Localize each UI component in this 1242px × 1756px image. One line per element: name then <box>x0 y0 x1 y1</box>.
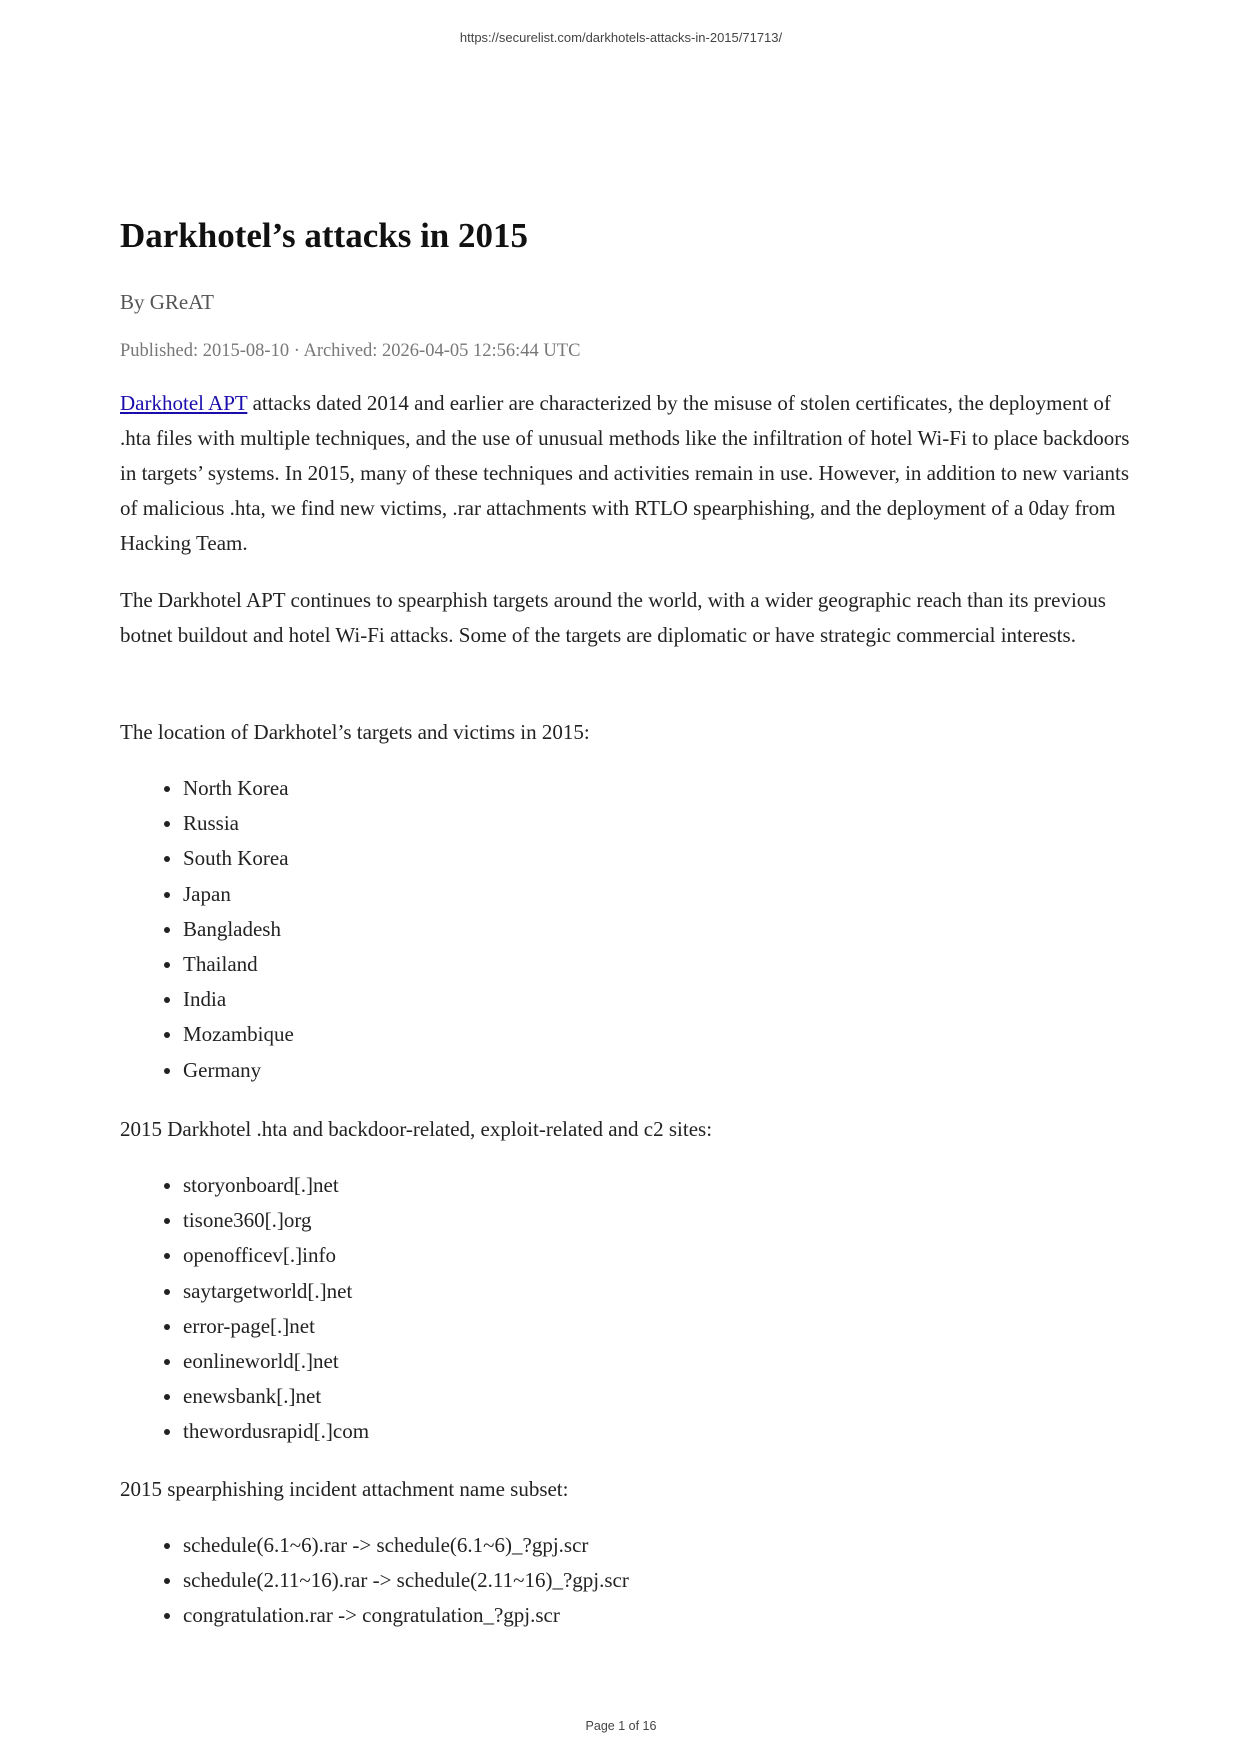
locations-heading: The location of Darkhotel’s targets and victims in 2015: <box>120 720 590 744</box>
intro-text: attacks dated 2014 and earlier are characterized by the misuse of stolen certificates, the deployment of .hta files with multiple techniques, and the use of unusual methods like the infiltration of hotel Wi-Fi to place backdoors in targets’ systems. In 2015, many of these techniques and activities remain in use. However, in addition to new variants of malicious .hta, we find new victims, .rar attachments with RTLO spearphishing, and the deployment of a 0day from Hacking Team. <box>120 391 1130 555</box>
list-item: • schedule(2.11~16).rar -> schedule(2.11~16)_?gpj.scr <box>183 1563 1130 1598</box>
article-title: Darkhotel’s attacks in 2015 <box>120 216 529 255</box>
list-item: • North Korea <box>183 771 1130 806</box>
list-item: • India <box>183 982 1130 1017</box>
sites-heading: 2015 Darkhotel .hta and backdoor-related, exploit-related and c2 sites: <box>120 1117 713 1141</box>
list-item: • South Korea <box>183 841 1130 876</box>
list-item: • Bangladesh <box>183 912 1130 947</box>
list-item: • schedule(6.1~6).rar -> schedule(6.1~6)_?gpj.scr <box>183 1528 1130 1563</box>
list-item: • Japan <box>183 877 1130 912</box>
publish-meta: Published: 2015-08-10 · Archived: 2026-04-05 12:56:44 UTC <box>120 341 581 361</box>
list-item: • error-page[.]net <box>183 1309 1130 1344</box>
list-item: • saytargetworld[.]net <box>183 1274 1130 1309</box>
byline: By GReAT <box>120 290 214 314</box>
list-item: • Mozambique <box>183 1017 1130 1052</box>
attachments-list <box>120 1528 1130 1634</box>
list-item: • tisone360[.]org <box>183 1203 1130 1238</box>
list-item: • storyonboard[.]net <box>183 1168 1130 1203</box>
list-item: • Thailand <box>183 947 1130 982</box>
locations-list <box>120 771 1130 1088</box>
list-item: • Russia <box>183 806 1130 841</box>
darkhotel-apt-link[interactable]: Darkhotel APT <box>120 391 248 415</box>
list-item: • openofficev[.]info <box>183 1238 1130 1273</box>
page-number: Page 1 of 16 <box>585 1719 657 1733</box>
list-item: • enewsbank[.]net <box>183 1379 1130 1414</box>
para2-text: The Darkhotel APT continues to spearphish targets around the world, with a wider geographic reach than its previous botnet buildout and hotel Wi-Fi attacks. Some of the targets are diplomatic or have strategic commercial interests. <box>120 588 1106 647</box>
list-item: • Germany <box>183 1053 1130 1088</box>
sites-section <box>120 1112 1130 1450</box>
page-url: https://securelist.com/darkhotels-attacks-in-2015/71713/ <box>459 30 783 45</box>
sites-list <box>120 1168 1130 1450</box>
second-paragraph <box>120 583 1130 653</box>
list-item: • eonlineworld[.]net <box>183 1344 1130 1379</box>
intro-paragraph <box>120 386 1130 561</box>
list-item: • congratulation.rar -> congratulation_?gpj.scr <box>183 1598 1130 1633</box>
attachments-section <box>120 1472 1130 1634</box>
attachments-heading: 2015 spearphishing incident attachment name subset: <box>120 1477 569 1501</box>
locations-section <box>120 715 1130 1088</box>
list-item: • thewordusrapid[.]com <box>183 1414 1130 1449</box>
